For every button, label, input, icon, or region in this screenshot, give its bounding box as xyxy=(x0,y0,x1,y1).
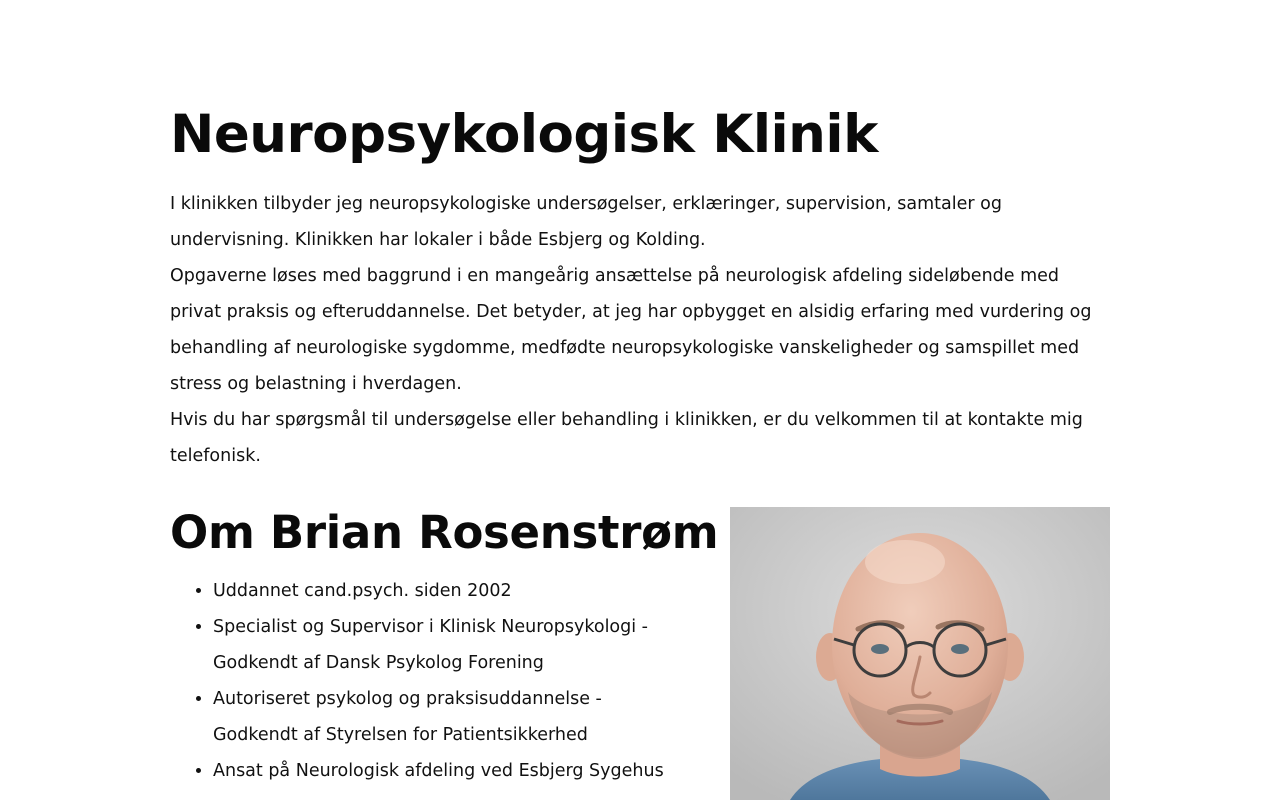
portrait-illustration xyxy=(730,507,1110,800)
intro-paragraph: Opgaverne løses med baggrund i en mangeårig ansættelse på neurologisk afdeling sideløbende med privat praksis og efteruddannelse. Det betyder, at jeg har opbygget en alsidig erfaring med vurdering og behandling af neurologiske sygdomme, medfødte neuropsykologiske vanskeligheder og samspillet med stress og belastning i hverdagen. xyxy=(170,266,1092,394)
list-item: • Specialist og Supervisor i Klinisk Neuropsykologi - Godkendt af Dansk Psykolog Forening xyxy=(213,609,670,681)
main-content xyxy=(170,100,1110,474)
intro-paragraph: I klinikken tilbyder jeg neuropsykologiske undersøgelser, erklæringer, supervision, samtaler og undervisning. Klinikken har lokaler i både Esbjerg og Kolding. xyxy=(170,194,1002,250)
list-item: • Autoriseret psykolog og praksisuddannelse - Godkendt af Styrelsen for Patientsikkerhed xyxy=(213,681,670,753)
about-section xyxy=(170,503,719,789)
intro-paragraph: Hvis du har spørgsmål til undersøgelse eller behandling i klinikken, er du velkommen til at kontakte mig telefonisk. xyxy=(170,410,1083,466)
page-title: Neuropsykologisk Klinik xyxy=(170,104,878,165)
portrait-photo xyxy=(730,507,1110,800)
list-item: • Uddannet cand.psych. siden 2002 xyxy=(213,573,670,609)
list-item: • Ansat på Neurologisk afdeling ved Esbjerg Sygehus xyxy=(213,753,670,789)
credentials-list xyxy=(170,573,670,789)
about-title: Om Brian Rosenstrøm xyxy=(170,506,719,559)
intro-text xyxy=(170,186,1110,474)
